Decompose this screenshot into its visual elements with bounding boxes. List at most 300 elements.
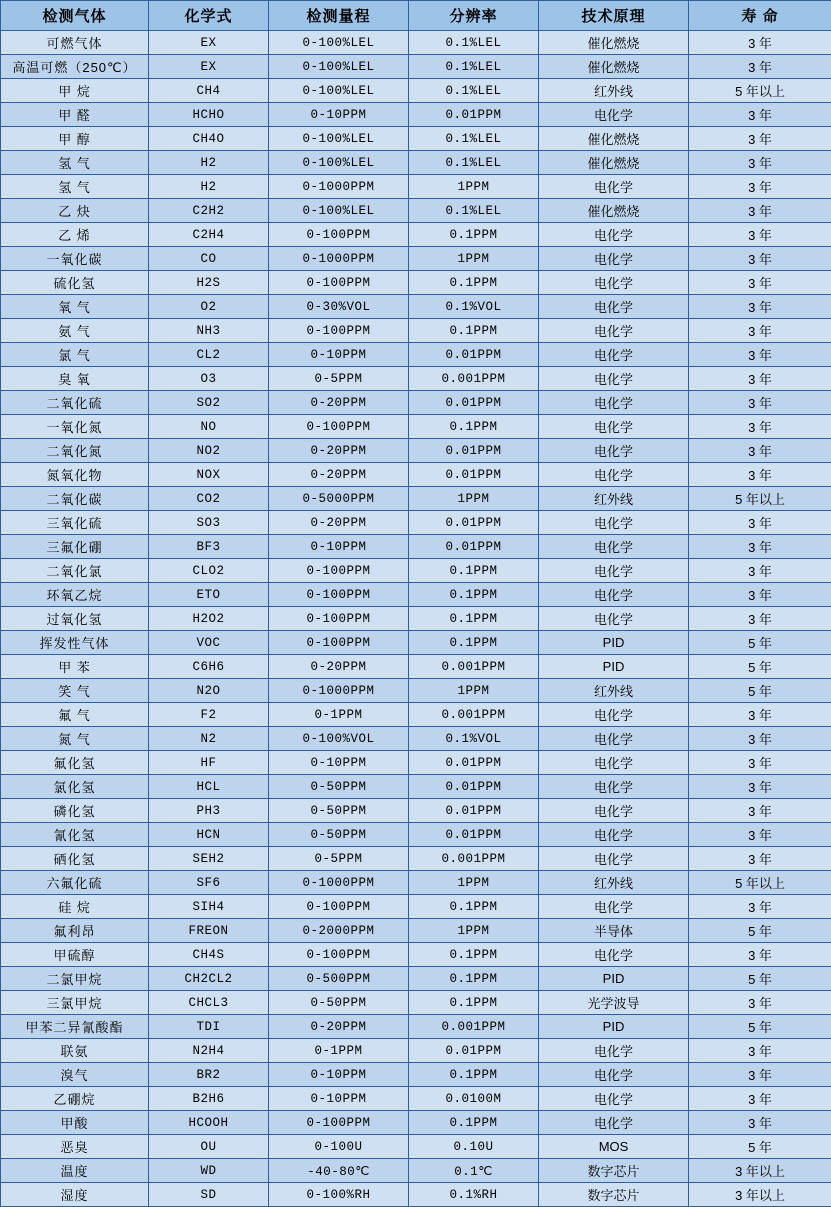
cell-formula: C2H2 bbox=[149, 199, 269, 223]
cell-gas: 甲 醛 bbox=[1, 103, 149, 127]
cell-principle: 电化学 bbox=[539, 247, 689, 271]
cell-range: 0-100%LEL bbox=[269, 151, 409, 175]
cell-principle: PID bbox=[539, 631, 689, 655]
cell-resolution: 1PPM bbox=[409, 919, 539, 943]
table-row bbox=[1, 1039, 831, 1063]
table-row bbox=[1, 439, 831, 463]
cell-formula: H2 bbox=[149, 151, 269, 175]
cell-principle: 红外线 bbox=[539, 679, 689, 703]
cell-range: 0-10PPM bbox=[269, 751, 409, 775]
table-row bbox=[1, 1015, 831, 1039]
cell-lifetime: 3 年 bbox=[689, 727, 831, 751]
cell-gas: 甲苯二异氰酸酯 bbox=[1, 1015, 149, 1039]
table-row bbox=[1, 703, 831, 727]
cell-gas: 挥发性气体 bbox=[1, 631, 149, 655]
cell-resolution: 1PPM bbox=[409, 175, 539, 199]
cell-principle: 电化学 bbox=[539, 295, 689, 319]
cell-formula: CO bbox=[149, 247, 269, 271]
cell-principle: 半导体 bbox=[539, 919, 689, 943]
cell-lifetime: 3 年以上 bbox=[689, 1159, 831, 1183]
cell-range: 0-50PPM bbox=[269, 799, 409, 823]
cell-gas: 臭 氧 bbox=[1, 367, 149, 391]
cell-range: 0-1PPM bbox=[269, 703, 409, 727]
cell-formula: EX bbox=[149, 55, 269, 79]
cell-formula: BR2 bbox=[149, 1063, 269, 1087]
cell-resolution: 0.01PPM bbox=[409, 535, 539, 559]
cell-gas: 甲 烷 bbox=[1, 79, 149, 103]
cell-principle: 电化学 bbox=[539, 823, 689, 847]
cell-gas: 二氯甲烷 bbox=[1, 967, 149, 991]
cell-resolution: 0.1PPM bbox=[409, 607, 539, 631]
cell-principle: 电化学 bbox=[539, 175, 689, 199]
cell-lifetime: 3 年 bbox=[689, 319, 831, 343]
cell-range: 0-100PPM bbox=[269, 319, 409, 343]
cell-gas: 环氧乙烷 bbox=[1, 583, 149, 607]
cell-resolution: 0.1%LEL bbox=[409, 151, 539, 175]
cell-lifetime: 3 年 bbox=[689, 895, 831, 919]
cell-principle: 电化学 bbox=[539, 1063, 689, 1087]
cell-resolution: 0.1PPM bbox=[409, 559, 539, 583]
cell-resolution: 0.001PPM bbox=[409, 847, 539, 871]
cell-range: 0-100%LEL bbox=[269, 199, 409, 223]
cell-principle: 数字芯片 bbox=[539, 1183, 689, 1207]
cell-range: -40-80℃ bbox=[269, 1159, 409, 1183]
header-cell-resolution: 分辨率 bbox=[409, 1, 539, 31]
cell-range: 0-20PPM bbox=[269, 463, 409, 487]
cell-lifetime: 3 年 bbox=[689, 295, 831, 319]
cell-lifetime: 3 年 bbox=[689, 271, 831, 295]
cell-gas: 二氧化氯 bbox=[1, 559, 149, 583]
cell-lifetime: 3 年 bbox=[689, 607, 831, 631]
table-row bbox=[1, 127, 831, 151]
cell-range: 0-20PPM bbox=[269, 655, 409, 679]
cell-range: 0-1000PPM bbox=[269, 679, 409, 703]
cell-range: 0-100PPM bbox=[269, 1111, 409, 1135]
table-row bbox=[1, 727, 831, 751]
cell-gas: 笑 气 bbox=[1, 679, 149, 703]
cell-lifetime: 5 年 bbox=[689, 1135, 831, 1159]
cell-resolution: 0.1PPM bbox=[409, 1063, 539, 1087]
cell-formula: NO bbox=[149, 415, 269, 439]
cell-gas: 湿度 bbox=[1, 1183, 149, 1207]
cell-principle: 电化学 bbox=[539, 727, 689, 751]
cell-gas: 氟 气 bbox=[1, 703, 149, 727]
cell-range: 0-10PPM bbox=[269, 535, 409, 559]
cell-lifetime: 3 年 bbox=[689, 31, 831, 55]
cell-lifetime: 3 年 bbox=[689, 943, 831, 967]
cell-resolution: 0.01PPM bbox=[409, 103, 539, 127]
cell-range: 0-30%VOL bbox=[269, 295, 409, 319]
table-header bbox=[1, 1, 831, 31]
cell-lifetime: 3 年 bbox=[689, 127, 831, 151]
cell-formula: CH4 bbox=[149, 79, 269, 103]
cell-formula: CHCL3 bbox=[149, 991, 269, 1015]
table-row bbox=[1, 1183, 831, 1207]
cell-formula: N2O bbox=[149, 679, 269, 703]
cell-principle: 催化燃烧 bbox=[539, 55, 689, 79]
cell-principle: 电化学 bbox=[539, 439, 689, 463]
cell-formula: CH2CL2 bbox=[149, 967, 269, 991]
cell-principle: PID bbox=[539, 655, 689, 679]
cell-range: 0-100%VOL bbox=[269, 727, 409, 751]
cell-principle: 电化学 bbox=[539, 775, 689, 799]
cell-range: 0-50PPM bbox=[269, 775, 409, 799]
cell-formula: H2O2 bbox=[149, 607, 269, 631]
cell-range: 0-1000PPM bbox=[269, 871, 409, 895]
table-row bbox=[1, 79, 831, 103]
cell-lifetime: 3 年 bbox=[689, 463, 831, 487]
cell-range: 0-10PPM bbox=[269, 343, 409, 367]
cell-gas: 乙 炔 bbox=[1, 199, 149, 223]
cell-resolution: 0.01PPM bbox=[409, 799, 539, 823]
cell-lifetime: 3 年 bbox=[689, 175, 831, 199]
cell-resolution: 0.01PPM bbox=[409, 823, 539, 847]
cell-lifetime: 3 年 bbox=[689, 391, 831, 415]
cell-range: 0-100U bbox=[269, 1135, 409, 1159]
cell-resolution: 0.1%LEL bbox=[409, 79, 539, 103]
cell-formula: H2S bbox=[149, 271, 269, 295]
cell-principle: 电化学 bbox=[539, 103, 689, 127]
header-cell-lifetime: 寿 命 bbox=[689, 1, 831, 31]
cell-resolution: 0.1PPM bbox=[409, 271, 539, 295]
table-row bbox=[1, 271, 831, 295]
table-row bbox=[1, 343, 831, 367]
cell-resolution: 0.10U bbox=[409, 1135, 539, 1159]
cell-resolution: 0.1PPM bbox=[409, 415, 539, 439]
cell-resolution: 1PPM bbox=[409, 487, 539, 511]
cell-formula: O3 bbox=[149, 367, 269, 391]
cell-gas: 硫化氢 bbox=[1, 271, 149, 295]
cell-principle: PID bbox=[539, 1015, 689, 1039]
cell-range: 0-100%LEL bbox=[269, 127, 409, 151]
cell-range: 0-100PPM bbox=[269, 271, 409, 295]
cell-principle: 电化学 bbox=[539, 223, 689, 247]
cell-gas: 乙 烯 bbox=[1, 223, 149, 247]
cell-resolution: 0.1PPM bbox=[409, 943, 539, 967]
cell-range: 0-100%LEL bbox=[269, 79, 409, 103]
table-row bbox=[1, 223, 831, 247]
table-row bbox=[1, 967, 831, 991]
cell-resolution: 0.001PPM bbox=[409, 1015, 539, 1039]
cell-formula: N2H4 bbox=[149, 1039, 269, 1063]
cell-lifetime: 3 年以上 bbox=[689, 1183, 831, 1207]
cell-resolution: 0.1PPM bbox=[409, 223, 539, 247]
cell-gas: 三氯甲烷 bbox=[1, 991, 149, 1015]
cell-formula: CH4O bbox=[149, 127, 269, 151]
cell-resolution: 0.1%LEL bbox=[409, 199, 539, 223]
cell-formula: HCHO bbox=[149, 103, 269, 127]
cell-range: 0-100PPM bbox=[269, 607, 409, 631]
cell-lifetime: 5 年 bbox=[689, 679, 831, 703]
cell-formula: CO2 bbox=[149, 487, 269, 511]
cell-gas: 氧 气 bbox=[1, 295, 149, 319]
cell-formula: HCOOH bbox=[149, 1111, 269, 1135]
cell-formula: C2H4 bbox=[149, 223, 269, 247]
cell-gas: 氨 气 bbox=[1, 319, 149, 343]
cell-formula: N2 bbox=[149, 727, 269, 751]
header-cell-gas: 检测气体 bbox=[1, 1, 149, 31]
cell-principle: 电化学 bbox=[539, 607, 689, 631]
cell-resolution: 0.001PPM bbox=[409, 703, 539, 727]
cell-principle: 电化学 bbox=[539, 847, 689, 871]
cell-principle: 红外线 bbox=[539, 871, 689, 895]
cell-lifetime: 3 年 bbox=[689, 823, 831, 847]
table-row bbox=[1, 175, 831, 199]
cell-range: 0-100PPM bbox=[269, 415, 409, 439]
table-row bbox=[1, 919, 831, 943]
cell-lifetime: 3 年 bbox=[689, 535, 831, 559]
cell-lifetime: 5 年以上 bbox=[689, 487, 831, 511]
cell-lifetime: 3 年 bbox=[689, 847, 831, 871]
cell-resolution: 0.01PPM bbox=[409, 463, 539, 487]
cell-resolution: 1PPM bbox=[409, 871, 539, 895]
cell-formula: F2 bbox=[149, 703, 269, 727]
cell-lifetime: 5 年以上 bbox=[689, 79, 831, 103]
cell-formula: TDI bbox=[149, 1015, 269, 1039]
cell-gas: 高温可燃（250℃） bbox=[1, 55, 149, 79]
cell-formula: OU bbox=[149, 1135, 269, 1159]
table-row bbox=[1, 799, 831, 823]
cell-resolution: 0.001PPM bbox=[409, 655, 539, 679]
cell-principle: 催化燃烧 bbox=[539, 31, 689, 55]
cell-principle: 电化学 bbox=[539, 583, 689, 607]
cell-gas: 氰化氢 bbox=[1, 823, 149, 847]
cell-resolution: 0.1℃ bbox=[409, 1159, 539, 1183]
table-row bbox=[1, 295, 831, 319]
cell-resolution: 0.1%RH bbox=[409, 1183, 539, 1207]
table-row bbox=[1, 151, 831, 175]
cell-gas: 氢 气 bbox=[1, 151, 149, 175]
cell-range: 0-20PPM bbox=[269, 391, 409, 415]
cell-principle: 电化学 bbox=[539, 415, 689, 439]
cell-gas: 氯 气 bbox=[1, 343, 149, 367]
cell-range: 0-100PPM bbox=[269, 895, 409, 919]
cell-resolution: 0.01PPM bbox=[409, 751, 539, 775]
cell-resolution: 0.01PPM bbox=[409, 343, 539, 367]
cell-lifetime: 3 年 bbox=[689, 439, 831, 463]
cell-lifetime: 5 年 bbox=[689, 655, 831, 679]
cell-principle: 电化学 bbox=[539, 319, 689, 343]
cell-formula: WD bbox=[149, 1159, 269, 1183]
cell-principle: 电化学 bbox=[539, 343, 689, 367]
cell-gas: 氮氧化物 bbox=[1, 463, 149, 487]
cell-range: 0-10PPM bbox=[269, 1063, 409, 1087]
cell-formula: B2H6 bbox=[149, 1087, 269, 1111]
table-row bbox=[1, 943, 831, 967]
table-row bbox=[1, 1135, 831, 1159]
table-row bbox=[1, 55, 831, 79]
cell-principle: 电化学 bbox=[539, 463, 689, 487]
cell-resolution: 0.1PPM bbox=[409, 319, 539, 343]
cell-lifetime: 3 年 bbox=[689, 583, 831, 607]
cell-principle: 电化学 bbox=[539, 1111, 689, 1135]
cell-resolution: 0.1%LEL bbox=[409, 127, 539, 151]
cell-resolution: 0.1PPM bbox=[409, 991, 539, 1015]
cell-gas: 硅 烷 bbox=[1, 895, 149, 919]
cell-resolution: 0.1PPM bbox=[409, 631, 539, 655]
cell-gas: 二氧化硫 bbox=[1, 391, 149, 415]
cell-principle: 电化学 bbox=[539, 1087, 689, 1111]
table-row bbox=[1, 895, 831, 919]
table-row bbox=[1, 1087, 831, 1111]
cell-lifetime: 3 年 bbox=[689, 799, 831, 823]
table-row bbox=[1, 559, 831, 583]
cell-lifetime: 3 年 bbox=[689, 703, 831, 727]
cell-gas: 甲 苯 bbox=[1, 655, 149, 679]
cell-resolution: 0.01PPM bbox=[409, 1039, 539, 1063]
cell-formula: EX bbox=[149, 31, 269, 55]
cell-lifetime: 5 年 bbox=[689, 967, 831, 991]
cell-resolution: 0.01PPM bbox=[409, 511, 539, 535]
cell-formula: SEH2 bbox=[149, 847, 269, 871]
cell-lifetime: 3 年 bbox=[689, 775, 831, 799]
cell-formula: NO2 bbox=[149, 439, 269, 463]
table-row bbox=[1, 655, 831, 679]
cell-lifetime: 3 年 bbox=[689, 991, 831, 1015]
cell-principle: 电化学 bbox=[539, 535, 689, 559]
cell-resolution: 0.01PPM bbox=[409, 775, 539, 799]
cell-resolution: 0.1PPM bbox=[409, 895, 539, 919]
cell-range: 0-100%LEL bbox=[269, 31, 409, 55]
cell-gas: 恶臭 bbox=[1, 1135, 149, 1159]
cell-range: 0-2000PPM bbox=[269, 919, 409, 943]
cell-formula: ETO bbox=[149, 583, 269, 607]
cell-gas: 过氧化氢 bbox=[1, 607, 149, 631]
cell-formula: SIH4 bbox=[149, 895, 269, 919]
cell-gas: 三氧化硫 bbox=[1, 511, 149, 535]
table-row bbox=[1, 247, 831, 271]
table-row bbox=[1, 487, 831, 511]
cell-formula: PH3 bbox=[149, 799, 269, 823]
cell-lifetime: 3 年 bbox=[689, 223, 831, 247]
cell-lifetime: 3 年 bbox=[689, 751, 831, 775]
header-cell-formula: 化学式 bbox=[149, 1, 269, 31]
table-row bbox=[1, 103, 831, 127]
cell-gas: 一氧化氮 bbox=[1, 415, 149, 439]
table-row bbox=[1, 679, 831, 703]
header-row bbox=[1, 1, 831, 31]
table-row bbox=[1, 511, 831, 535]
cell-resolution: 1PPM bbox=[409, 679, 539, 703]
cell-gas: 溴气 bbox=[1, 1063, 149, 1087]
cell-formula: FREON bbox=[149, 919, 269, 943]
table-row bbox=[1, 1159, 831, 1183]
cell-range: 0-100PPM bbox=[269, 223, 409, 247]
cell-range: 0-20PPM bbox=[269, 1015, 409, 1039]
cell-gas: 氢 气 bbox=[1, 175, 149, 199]
cell-principle: 催化燃烧 bbox=[539, 199, 689, 223]
cell-resolution: 0.0100M bbox=[409, 1087, 539, 1111]
table-body bbox=[1, 31, 831, 1207]
cell-lifetime: 3 年 bbox=[689, 415, 831, 439]
cell-lifetime: 3 年 bbox=[689, 559, 831, 583]
cell-formula: SO3 bbox=[149, 511, 269, 535]
cell-gas: 甲酸 bbox=[1, 1111, 149, 1135]
cell-formula: CL2 bbox=[149, 343, 269, 367]
cell-resolution: 1PPM bbox=[409, 247, 539, 271]
cell-range: 0-20PPM bbox=[269, 511, 409, 535]
cell-formula: NOX bbox=[149, 463, 269, 487]
cell-gas: 可燃气体 bbox=[1, 31, 149, 55]
cell-lifetime: 3 年 bbox=[689, 1087, 831, 1111]
cell-range: 0-100%RH bbox=[269, 1183, 409, 1207]
table-row bbox=[1, 751, 831, 775]
cell-gas: 一氧化碳 bbox=[1, 247, 149, 271]
cell-principle: 红外线 bbox=[539, 487, 689, 511]
table-row bbox=[1, 607, 831, 631]
cell-gas: 甲 醇 bbox=[1, 127, 149, 151]
cell-range: 0-5PPM bbox=[269, 847, 409, 871]
cell-principle: 电化学 bbox=[539, 511, 689, 535]
cell-gas: 氟化氢 bbox=[1, 751, 149, 775]
table-row bbox=[1, 775, 831, 799]
cell-formula: CLO2 bbox=[149, 559, 269, 583]
cell-resolution: 0.01PPM bbox=[409, 439, 539, 463]
table-row bbox=[1, 583, 831, 607]
cell-formula: O2 bbox=[149, 295, 269, 319]
cell-range: 0-50PPM bbox=[269, 991, 409, 1015]
cell-resolution: 0.1PPM bbox=[409, 583, 539, 607]
cell-gas: 二氧化氮 bbox=[1, 439, 149, 463]
cell-range: 0-500PPM bbox=[269, 967, 409, 991]
cell-range: 0-5PPM bbox=[269, 367, 409, 391]
cell-gas: 氟利昂 bbox=[1, 919, 149, 943]
table-row bbox=[1, 31, 831, 55]
table-row bbox=[1, 319, 831, 343]
cell-principle: MOS bbox=[539, 1135, 689, 1159]
table-row bbox=[1, 415, 831, 439]
cell-range: 0-100%LEL bbox=[269, 55, 409, 79]
cell-principle: 光学波导 bbox=[539, 991, 689, 1015]
cell-resolution: 0.1%VOL bbox=[409, 295, 539, 319]
cell-gas: 磷化氢 bbox=[1, 799, 149, 823]
cell-range: 0-100PPM bbox=[269, 943, 409, 967]
cell-gas: 温度 bbox=[1, 1159, 149, 1183]
cell-range: 0-100PPM bbox=[269, 631, 409, 655]
cell-lifetime: 3 年 bbox=[689, 343, 831, 367]
cell-range: 0-100PPM bbox=[269, 559, 409, 583]
cell-resolution: 0.1%LEL bbox=[409, 31, 539, 55]
cell-lifetime: 3 年 bbox=[689, 55, 831, 79]
cell-lifetime: 3 年 bbox=[689, 247, 831, 271]
cell-principle: 电化学 bbox=[539, 559, 689, 583]
cell-gas: 六氟化硫 bbox=[1, 871, 149, 895]
cell-formula: NH3 bbox=[149, 319, 269, 343]
cell-formula: HCL bbox=[149, 775, 269, 799]
cell-principle: 电化学 bbox=[539, 943, 689, 967]
cell-formula: HF bbox=[149, 751, 269, 775]
cell-resolution: 0.1PPM bbox=[409, 967, 539, 991]
cell-formula: C6H6 bbox=[149, 655, 269, 679]
cell-principle: 催化燃烧 bbox=[539, 151, 689, 175]
header-cell-range: 检测量程 bbox=[269, 1, 409, 31]
cell-gas: 二氧化碳 bbox=[1, 487, 149, 511]
table-row bbox=[1, 535, 831, 559]
cell-formula: HCN bbox=[149, 823, 269, 847]
cell-range: 0-10PPM bbox=[269, 1087, 409, 1111]
cell-gas: 三氟化硼 bbox=[1, 535, 149, 559]
table-row bbox=[1, 367, 831, 391]
cell-formula: BF3 bbox=[149, 535, 269, 559]
cell-range: 0-1PPM bbox=[269, 1039, 409, 1063]
table-row bbox=[1, 631, 831, 655]
cell-resolution: 0.001PPM bbox=[409, 367, 539, 391]
cell-range: 0-50PPM bbox=[269, 823, 409, 847]
cell-formula: H2 bbox=[149, 175, 269, 199]
cell-lifetime: 3 年 bbox=[689, 1111, 831, 1135]
cell-lifetime: 5 年 bbox=[689, 1015, 831, 1039]
table-row bbox=[1, 1111, 831, 1135]
